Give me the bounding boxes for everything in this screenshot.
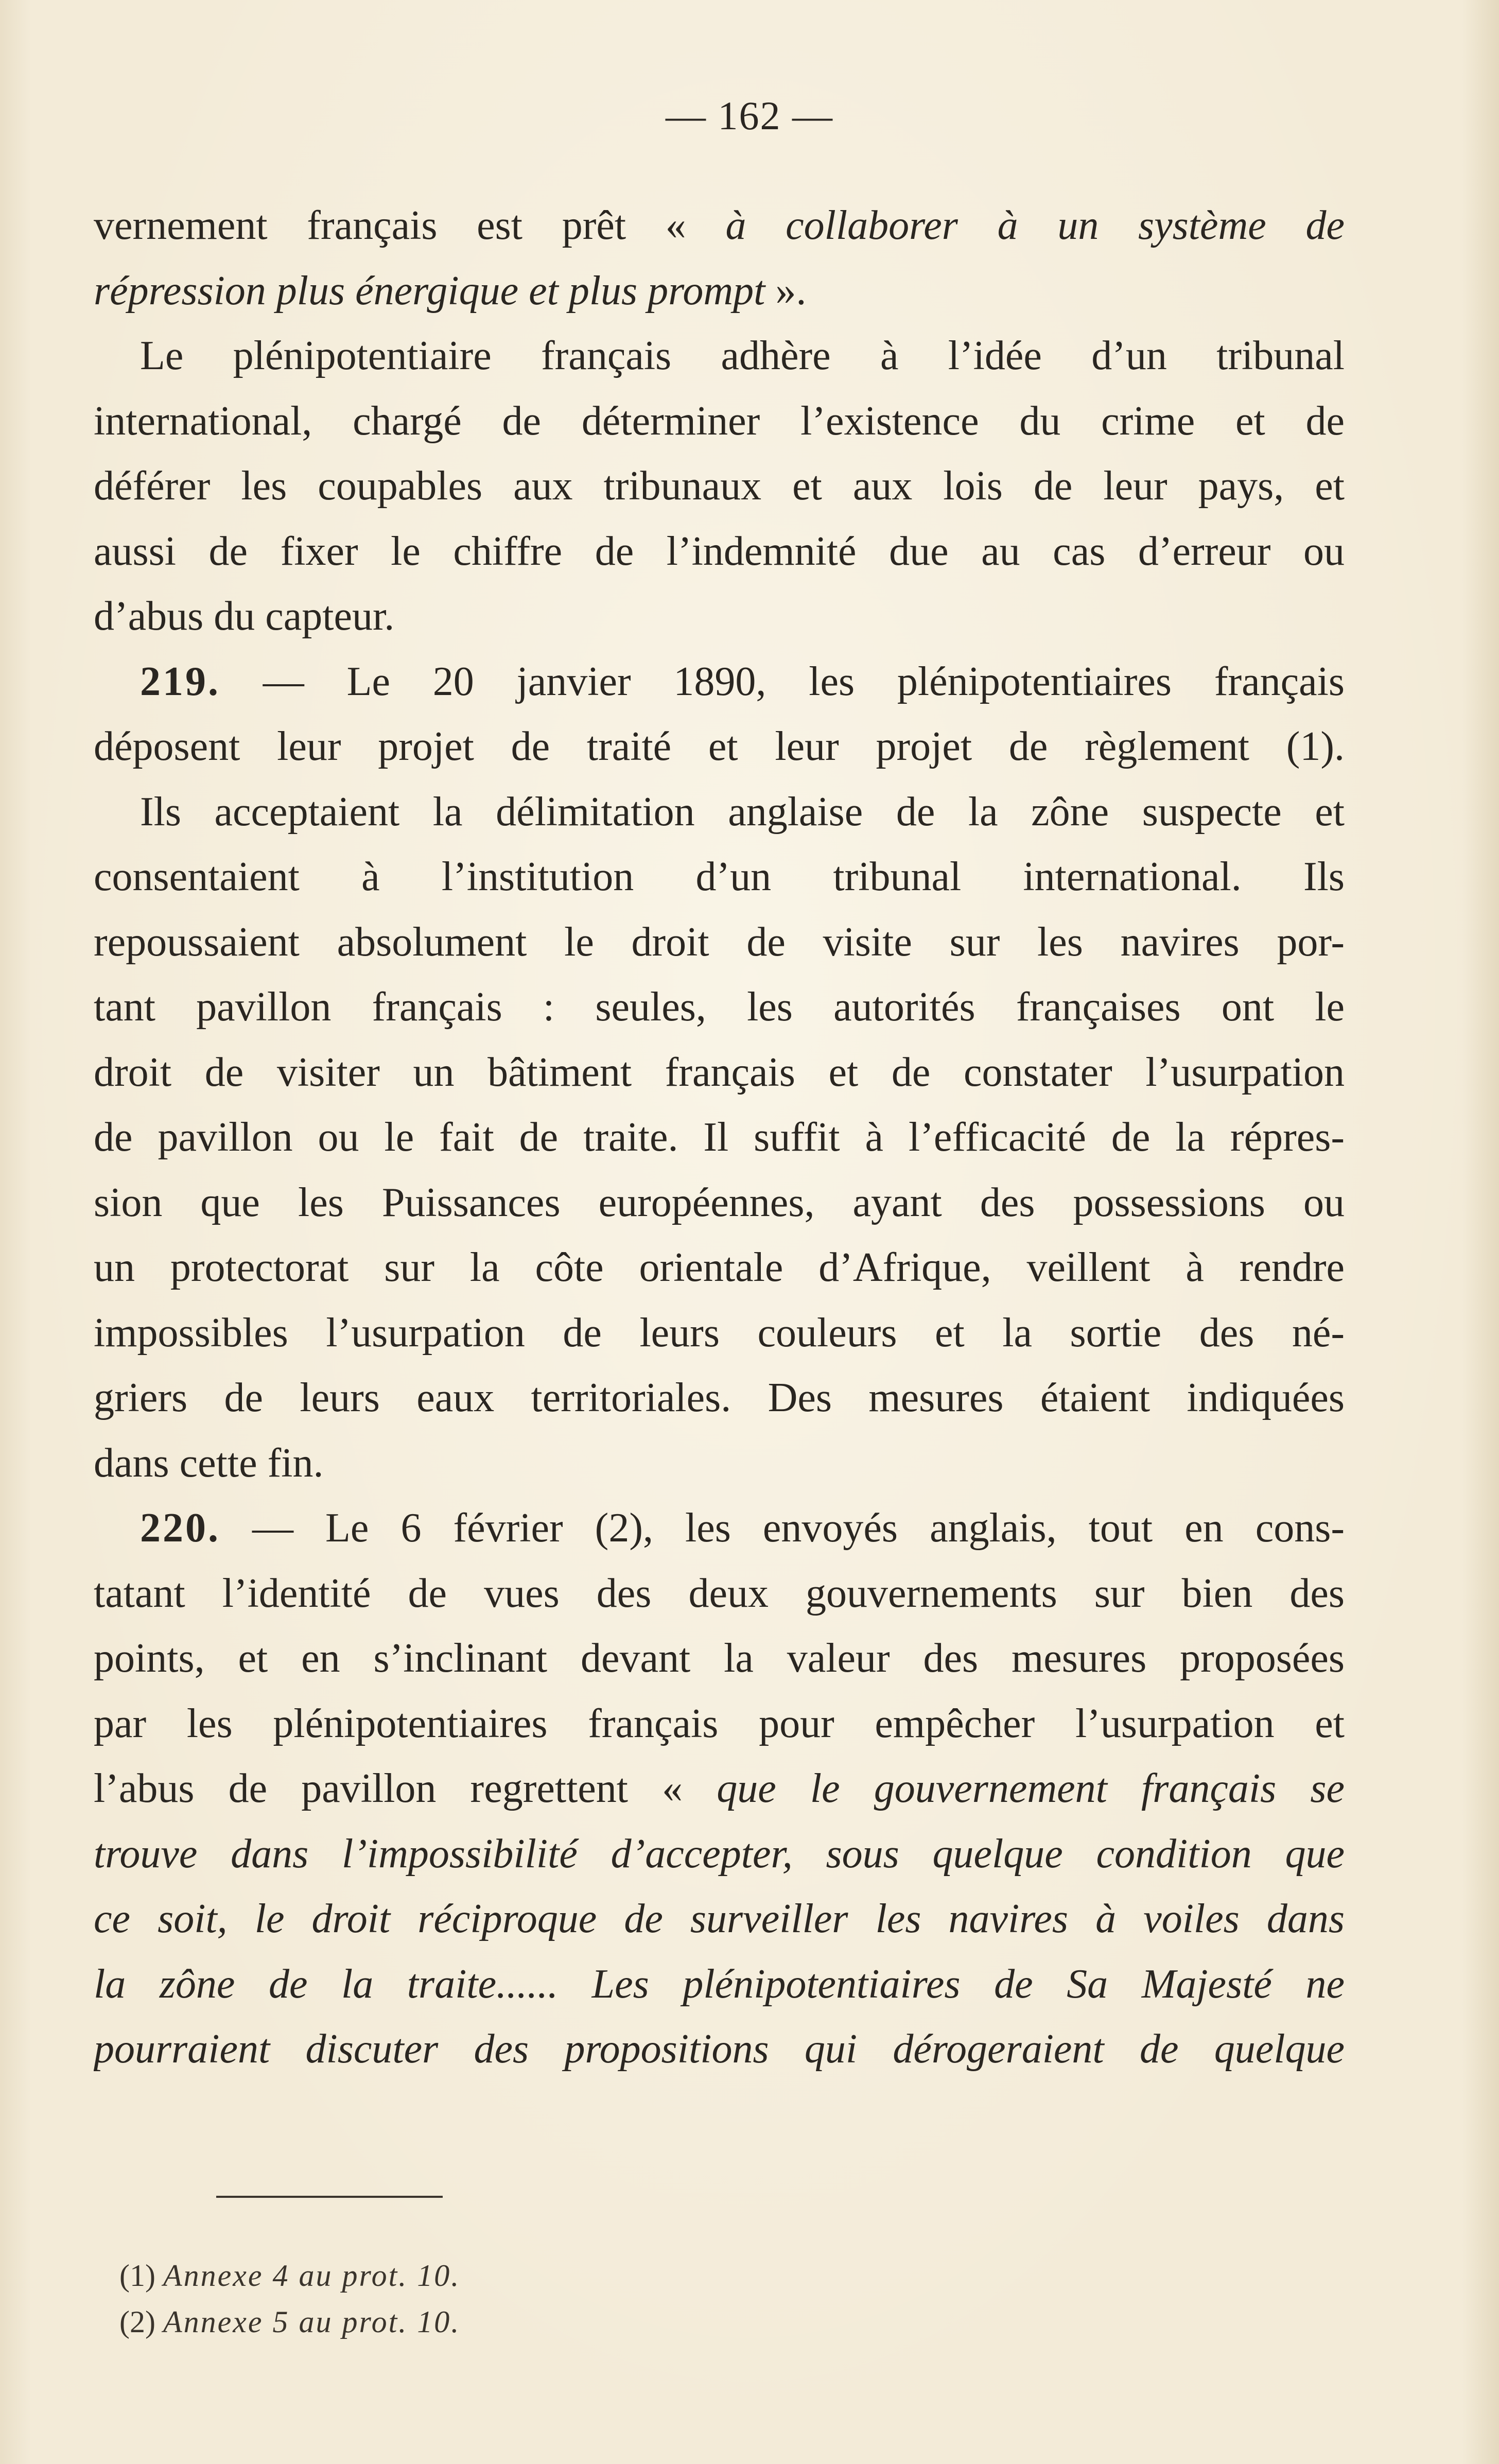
body-text <box>94 193 1345 2082</box>
footnote-1 <box>119 2252 460 2299</box>
italic-text: répression plus énergique et plus prompt <box>94 268 765 314</box>
text-line <box>94 714 1345 779</box>
paragraph-number: 220. <box>140 1505 220 1551</box>
text-segment: sion que les Puissances européennes, ayant des possessions ou <box>94 1179 1345 1225</box>
italic-text: pourraient discuter des propositions qui dérogeraient de quelque <box>94 2026 1345 2072</box>
text-line <box>94 1561 1345 1626</box>
page-number: — 162 — <box>666 93 833 138</box>
text-line <box>94 1496 1345 1561</box>
italic-text: trouve dans l’impossibilité d’accepter, sous quelque condition que <box>94 1831 1345 1877</box>
footnotes <box>119 2252 460 2345</box>
text-line <box>94 1365 1345 1431</box>
text-segment: tatant l’identité de vues des deux gouvernements sur bien des <box>94 1570 1345 1616</box>
text-line <box>94 1952 1345 2017</box>
text-segment: impossibles l’usurpation de leurs couleurs et la sortie des né- <box>94 1310 1345 1356</box>
paragraph-number: 219. <box>140 658 220 704</box>
text-line <box>94 1626 1345 1691</box>
text-segment: vernement français est prêt « <box>94 203 726 248</box>
text-line <box>94 1170 1345 1236</box>
text-line <box>94 389 1345 454</box>
text-line <box>94 454 1345 519</box>
text-segment: repoussaient absolument le droit de visite sur les navires por- <box>94 919 1345 965</box>
footnote-mark: (1) <box>119 2259 155 2293</box>
text-segment: déférer les coupables aux tribunaux et aux lois de leur pays, et <box>94 463 1345 509</box>
text-line <box>94 1431 1345 1496</box>
text-line <box>94 258 1345 324</box>
footnote-text: Annexe 4 au prot. 10. <box>163 2259 461 2293</box>
text-segment: Le plénipotentiaire français adhère à l’idée d’un tribunal <box>140 333 1345 378</box>
text-line <box>94 910 1345 975</box>
text-line <box>94 1040 1345 1105</box>
text-segment: — Le 20 janvier 1890, les plénipotentiaires français <box>220 658 1345 704</box>
text-line <box>94 844 1345 910</box>
text-line <box>94 1756 1345 1821</box>
text-segment: déposent leur projet de traité et leur projet de règlement (1). <box>94 724 1345 769</box>
text-segment: l’abus de pavillon regrettent « <box>94 1766 717 1811</box>
italic-text: la zône de la traite...... Les plénipotentiaires de Sa Majesté ne <box>94 1961 1345 2007</box>
text-segment: — Le 6 février (2), les envoyés anglais, tout en cons- <box>220 1505 1345 1551</box>
text-line <box>94 519 1345 584</box>
text-line <box>94 2017 1345 2082</box>
text-line <box>94 1105 1345 1170</box>
italic-text: que le gouvernement français se <box>717 1766 1345 1811</box>
text-segment: international, chargé de déterminer l’existence du crime et de <box>94 398 1345 444</box>
text-line <box>94 323 1345 389</box>
text-segment: Ils acceptaient la délimitation anglaise de la zône suspecte et <box>140 789 1345 835</box>
text-segment: un protectorat sur la côte orientale d’Afrique, veillent à rendre <box>94 1245 1345 1290</box>
footnote-2 <box>119 2299 460 2345</box>
text-segment: de pavillon ou le fait de traite. Il suffit à l’efficacité de la répres- <box>94 1115 1345 1160</box>
italic-text: ce soit, le droit réciproque de surveiller les navires à voiles dans <box>94 1896 1345 1941</box>
text-line <box>94 1300 1345 1366</box>
footnote-rule <box>216 2196 443 2198</box>
text-segment: dans cette fin. <box>94 1440 324 1486</box>
text-segment: ». <box>765 268 807 314</box>
text-line <box>94 1691 1345 1757</box>
text-line <box>94 584 1345 649</box>
text-segment: griers de leurs eaux territoriales. Des mesures étaient indiquées <box>94 1375 1345 1420</box>
text-line <box>94 1886 1345 1952</box>
text-line <box>94 1821 1345 1887</box>
text-segment: consentaient à l’institution d’un tribunal international. Ils <box>94 854 1345 899</box>
text-line <box>94 649 1345 715</box>
text-segment: par les plénipotentiaires français pour empêcher l’usurpation et <box>94 1700 1345 1746</box>
text-line <box>94 779 1345 845</box>
text-line <box>94 975 1345 1040</box>
text-segment: d’abus du capteur. <box>94 594 395 639</box>
footnote-mark: (2) <box>119 2305 155 2339</box>
footnote-text: Annexe 5 au prot. 10. <box>163 2305 461 2339</box>
text-segment: droit de visiter un bâtiment français et de constater l’usurpation <box>94 1049 1345 1095</box>
text-line <box>94 1235 1345 1300</box>
italic-text: à collaborer à un système de <box>725 203 1345 248</box>
text-segment: points, et en s’inclinant devant la valeur des mesures proposées <box>94 1636 1345 1681</box>
text-segment: aussi de fixer le chiffre de l’indemnité due au cas d’erreur ou <box>94 528 1345 574</box>
text-line <box>94 193 1345 258</box>
text-segment: tant pavillon français : seules, les autorités françaises ont le <box>94 984 1345 1030</box>
